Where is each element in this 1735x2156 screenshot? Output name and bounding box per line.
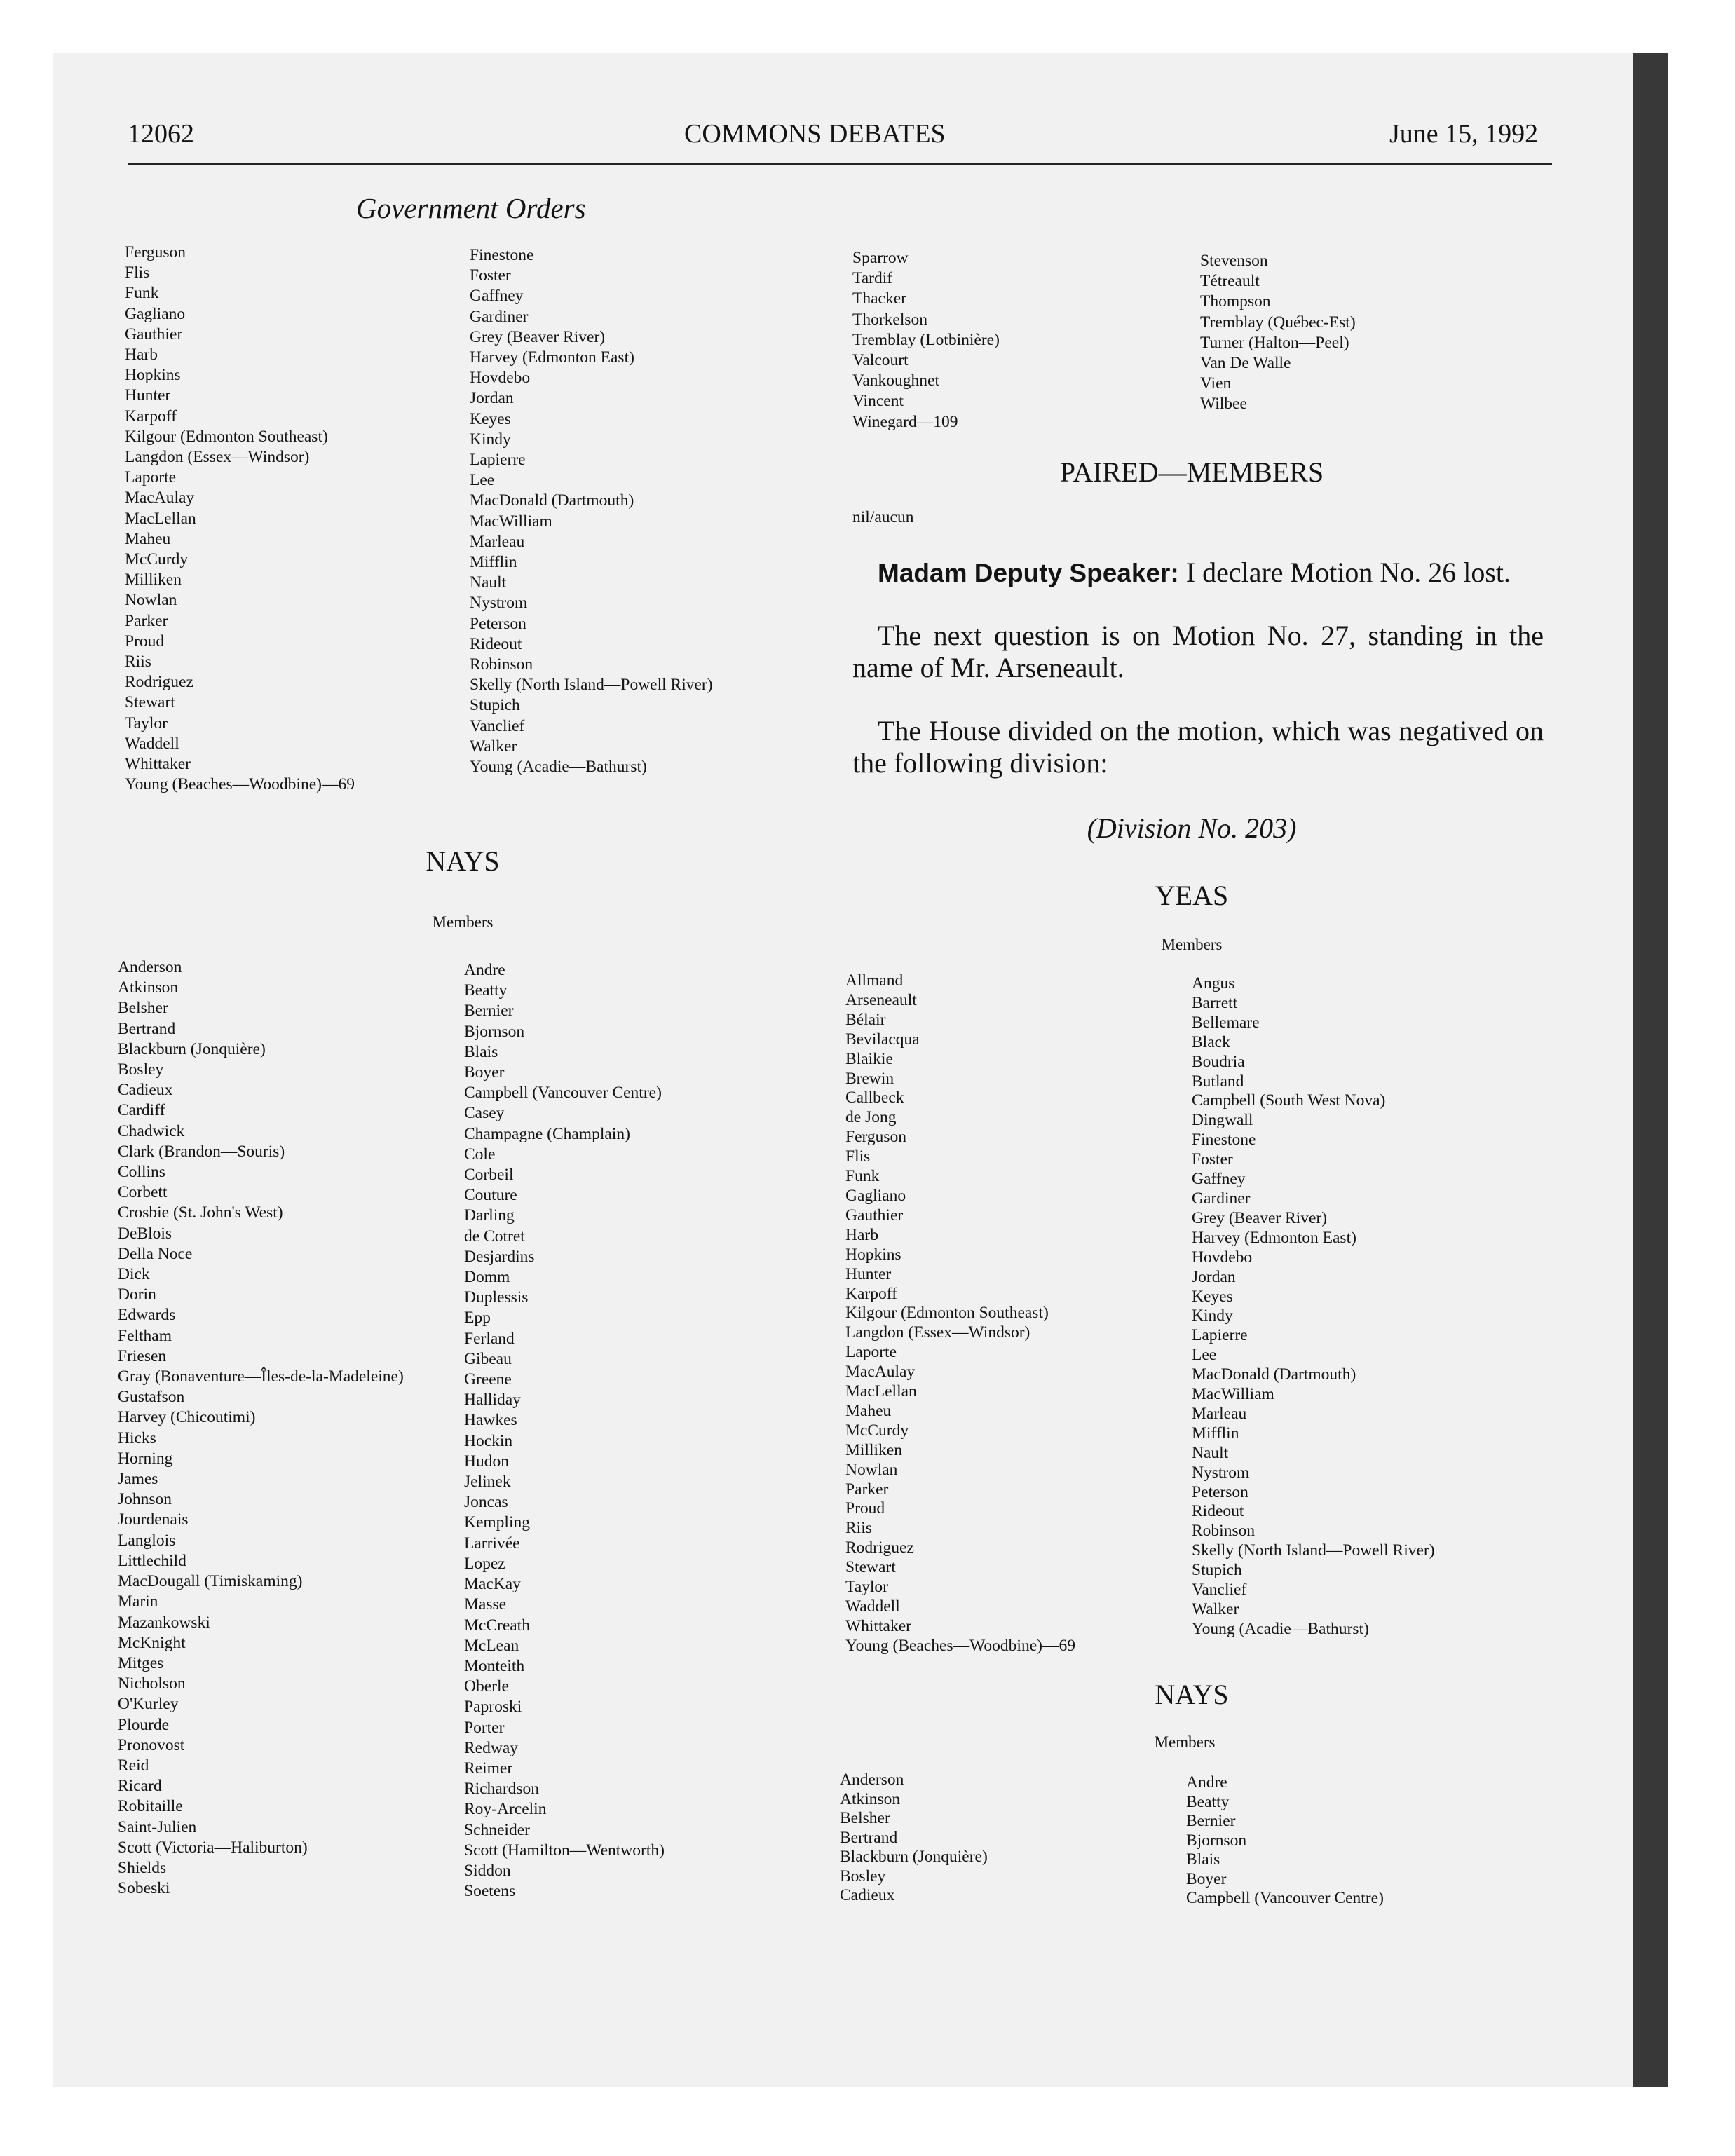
member-name: Harb — [845, 1225, 878, 1244]
member-name: Saint-Julien — [118, 1817, 197, 1836]
member-name: de Cotret — [464, 1227, 525, 1246]
member-name: Barrett — [1192, 993, 1238, 1012]
member-name: Bjornson — [1186, 1831, 1247, 1850]
member-name: Gaffney — [1192, 1170, 1246, 1189]
member-name: Tétreault — [1200, 272, 1260, 291]
member-name: Allmand — [845, 971, 904, 990]
member-name: Kindy — [470, 430, 511, 449]
member-name: Lapierre — [1192, 1326, 1248, 1345]
member-name: Scott (Hamilton—Wentworth) — [464, 1841, 665, 1860]
member-name: Rodriguez — [845, 1538, 914, 1557]
member-name: Scott (Victoria—Haliburton) — [118, 1838, 308, 1857]
member-name: Blackburn (Jonquière) — [118, 1039, 266, 1058]
member-name: Reimer — [464, 1759, 513, 1778]
member-name: Black — [1192, 1032, 1230, 1051]
member-name: Harvey (Edmonton East) — [1192, 1228, 1356, 1247]
member-name: Mitges — [118, 1653, 164, 1672]
member-name: Cardiff — [118, 1101, 165, 1120]
member-name: Richardson — [464, 1780, 540, 1799]
member-name: Rideout — [470, 634, 522, 653]
member-name: MacAulay — [125, 489, 195, 507]
member-name: Stupich — [470, 696, 520, 715]
member-name: Jordan — [1192, 1267, 1236, 1286]
member-name: Friesen — [118, 1346, 167, 1365]
member-name: Nystrom — [1192, 1463, 1250, 1482]
member-name: Duplessis — [464, 1288, 529, 1307]
member-name: Finestone — [1192, 1131, 1256, 1149]
member-name: Campbell (Vancouver Centre) — [464, 1084, 662, 1103]
member-name: Halliday — [464, 1391, 521, 1410]
member-name: Van De Walle — [1200, 354, 1291, 373]
member-name: Campbell (South West Nova) — [1192, 1091, 1386, 1110]
member-name: Harvey (Chicoutimi) — [118, 1408, 256, 1427]
member-name: Young (Beaches—Woodbine)—69 — [125, 775, 355, 794]
member-name: Bertrand — [118, 1019, 176, 1038]
next-question-paragraph: The next question is on Motion No. 27, standing in the name of Mr. Arseneault. — [852, 620, 1544, 683]
member-name: Cadieux — [118, 1081, 173, 1100]
member-name: Rideout — [1192, 1502, 1244, 1521]
member-name: Bernier — [1186, 1812, 1236, 1830]
member-name: O'Kurley — [118, 1695, 179, 1714]
member-name: Lee — [470, 471, 495, 490]
member-name: Horning — [118, 1449, 173, 1468]
member-name: Della Noce — [118, 1244, 193, 1263]
member-name: McCurdy — [125, 550, 189, 569]
member-name: Langdon (Essex—Windsor) — [845, 1323, 1030, 1342]
right-top-col1 — [852, 248, 1000, 432]
member-name: Andre — [464, 961, 505, 979]
member-name: Sobeski — [118, 1879, 170, 1898]
member-name: Kindy — [1192, 1306, 1233, 1325]
member-name: Lapierre — [470, 451, 526, 470]
member-name: Mifflin — [1192, 1424, 1239, 1442]
member-name: Couture — [464, 1186, 517, 1205]
member-name: Arseneault — [845, 990, 917, 1009]
member-name: Gauthier — [845, 1206, 904, 1224]
member-name: Mazankowski — [118, 1613, 210, 1632]
member-name: Callbeck — [845, 1089, 904, 1107]
member-name: Jelinek — [464, 1473, 511, 1492]
member-name: Langdon (Essex—Windsor) — [125, 448, 310, 467]
member-name: Stevenson — [1200, 252, 1268, 270]
member-name: Larrivée — [464, 1534, 520, 1553]
member-name: Ferland — [464, 1329, 515, 1348]
member-name: Hockin — [464, 1431, 513, 1450]
member-name: Stewart — [845, 1558, 896, 1577]
member-name: Monteith — [464, 1656, 525, 1675]
member-name: Jourdenais — [118, 1510, 189, 1529]
member-name: Valcourt — [852, 351, 909, 370]
member-name: Maheu — [125, 529, 171, 548]
member-name: Gustafson — [118, 1388, 185, 1407]
second-nays-col1 — [840, 1770, 988, 1906]
member-name: Domm — [464, 1268, 510, 1287]
member-name: Hunter — [125, 386, 171, 405]
member-name: Thacker — [852, 289, 906, 308]
member-name: Beatty — [464, 981, 508, 1000]
member-name: Pronovost — [118, 1735, 185, 1754]
member-name: Corbett — [118, 1183, 168, 1202]
member-name: Rodriguez — [125, 673, 193, 692]
member-name: Edwards — [118, 1306, 176, 1325]
member-name: Masse — [464, 1595, 507, 1614]
member-name: Bosley — [118, 1060, 164, 1079]
member-name: Epp — [464, 1309, 491, 1328]
member-name: Collins — [118, 1163, 165, 1182]
member-name: Desjardins — [464, 1247, 535, 1266]
member-name: Tremblay (Québec-Est) — [1200, 313, 1356, 332]
member-name: MacLellan — [845, 1382, 917, 1401]
member-name: Grey (Beaver River) — [1192, 1208, 1328, 1227]
member-name: Blais — [1186, 1850, 1220, 1869]
member-name: Hovdebo — [470, 369, 531, 388]
member-name: Dick — [118, 1265, 150, 1284]
member-name: Hicks — [118, 1428, 156, 1447]
member-name: Walker — [470, 737, 517, 756]
member-name: McCreath — [464, 1616, 530, 1635]
speaker-paragraph — [852, 557, 1544, 589]
member-name: Thorkelson — [852, 310, 928, 329]
member-name: Gray (Bonaventure—Îles-de-la-Madeleine) — [118, 1367, 404, 1386]
member-name: Clark (Brandon—Souris) — [118, 1142, 285, 1161]
member-name: Paproski — [464, 1698, 522, 1717]
member-name: MacDonald (Dartmouth) — [1192, 1365, 1356, 1384]
member-name: MacKay — [464, 1575, 521, 1594]
member-name: Kempling — [464, 1513, 530, 1532]
member-name: Darling — [464, 1206, 515, 1225]
member-name: Corbeil — [464, 1166, 514, 1185]
member-name: Young (Beaches—Woodbine)—69 — [845, 1636, 1075, 1655]
member-name: Gardiner — [470, 307, 529, 326]
member-name: MacDougall (Timiskaming) — [118, 1572, 303, 1591]
member-name: McLean — [464, 1636, 519, 1655]
member-name: Marleau — [470, 532, 525, 551]
member-name: Keyes — [470, 409, 511, 428]
member-name: Hopkins — [125, 366, 181, 385]
member-name: Nault — [1192, 1443, 1229, 1462]
member-name: McKnight — [118, 1633, 186, 1652]
member-name: MacAulay — [845, 1363, 916, 1381]
member-name: Beatty — [1186, 1792, 1230, 1811]
member-name: Shields — [118, 1858, 167, 1877]
members-label: Members — [1154, 1733, 1216, 1751]
member-name: Bertrand — [840, 1828, 898, 1847]
member-name: Finestone — [470, 246, 534, 264]
members-label: Members — [1161, 936, 1223, 953]
member-name: Porter — [464, 1718, 505, 1737]
member-name: Robinson — [1192, 1522, 1256, 1541]
member-name: Littlechild — [118, 1551, 186, 1570]
nays-heading-2: NAYS — [1155, 1679, 1229, 1710]
member-name: de Jong — [845, 1108, 897, 1127]
division-number: (Division No. 203) — [1087, 812, 1297, 844]
member-name: Proud — [125, 632, 165, 650]
member-name: MacWilliam — [470, 512, 552, 531]
member-name: Skelly (North Island—Powell River) — [1192, 1541, 1435, 1560]
first-nays-col2 — [464, 960, 665, 1902]
member-name: Hawkes — [464, 1411, 517, 1430]
member-name: Vanclief — [1192, 1581, 1247, 1599]
member-name: Hopkins — [845, 1245, 901, 1264]
member-name: Laporte — [845, 1343, 897, 1362]
member-name: Atkinson — [118, 978, 179, 997]
member-name: Boudria — [1192, 1052, 1245, 1071]
member-name: Blackburn (Jonquière) — [840, 1848, 988, 1866]
second-nays-col2 — [1186, 1773, 1384, 1909]
second-yeas-col1 — [845, 971, 1075, 1656]
paired-text: nil/aucun — [852, 508, 914, 526]
member-name: Vien — [1200, 374, 1232, 393]
member-name: Turner (Halton—Peel) — [1200, 333, 1349, 352]
member-name: McCurdy — [845, 1421, 909, 1440]
member-name: Angus — [1192, 974, 1235, 992]
member-name: Gaffney — [470, 287, 524, 306]
member-name: Milliken — [125, 571, 182, 589]
member-name: Milliken — [845, 1440, 902, 1459]
member-name: Chadwick — [118, 1121, 185, 1140]
member-name: Robitaille — [118, 1797, 183, 1816]
member-name: Lee — [1192, 1346, 1217, 1365]
member-name: Skelly (North Island—Powell River) — [470, 676, 713, 695]
member-name: Nault — [470, 573, 507, 592]
member-name: Casey — [464, 1104, 505, 1123]
member-name: Robinson — [470, 655, 533, 674]
member-name: Gagliano — [125, 304, 186, 323]
member-name: Brewin — [845, 1069, 894, 1088]
member-name: Boyer — [464, 1063, 505, 1082]
member-name: Kilgour (Edmonton Southeast) — [125, 427, 328, 446]
member-name: Gauthier — [125, 325, 183, 343]
member-name: Laporte — [125, 468, 177, 487]
member-name: Nicholson — [118, 1674, 186, 1693]
first-yeas-col2 — [470, 245, 713, 777]
member-name: Nowlan — [125, 591, 177, 610]
member-name: Parker — [845, 1480, 889, 1499]
member-name: Whittaker — [125, 755, 191, 774]
member-name: Gibeau — [464, 1349, 512, 1368]
speaker-name: Madam Deputy Speaker: — [878, 559, 1179, 587]
member-name: Bevilacqua — [845, 1030, 920, 1049]
first-yeas-col1 — [125, 243, 355, 795]
member-name: Johnson — [118, 1490, 172, 1509]
member-name: Roy-Arcelin — [464, 1800, 547, 1819]
member-name: Harvey (Edmonton East) — [470, 348, 634, 367]
member-name: Proud — [845, 1499, 885, 1518]
member-name: Riis — [845, 1519, 872, 1538]
member-name: Waddell — [125, 734, 179, 753]
member-name: Reid — [118, 1756, 149, 1775]
member-name: Andre — [1186, 1773, 1227, 1792]
member-name: Marleau — [1192, 1404, 1247, 1423]
member-name: Vanclief — [470, 716, 525, 735]
second-yeas-col2 — [1192, 974, 1435, 1639]
right-top-col2 — [1200, 251, 1356, 415]
member-name: Greene — [464, 1370, 512, 1389]
member-name: Karpoff — [845, 1284, 897, 1303]
member-name: Anderson — [840, 1770, 904, 1789]
member-name: Dorin — [118, 1285, 156, 1304]
member-name: Blaikie — [845, 1049, 893, 1068]
member-name: Bellemare — [1192, 1013, 1260, 1032]
member-name: Belsher — [840, 1809, 890, 1827]
member-name: Cole — [464, 1145, 496, 1164]
member-name: Flis — [125, 264, 150, 282]
member-name: Joncas — [464, 1493, 508, 1512]
member-name: Jordan — [470, 389, 514, 408]
member-name: Lopez — [464, 1554, 505, 1573]
member-name: Gardiner — [1192, 1189, 1251, 1208]
member-name: MacLellan — [125, 509, 196, 528]
member-name: Sparrow — [852, 249, 909, 267]
member-name: Flis — [845, 1147, 871, 1166]
member-name: Funk — [125, 284, 159, 303]
member-name: Oberle — [464, 1677, 509, 1696]
member-name: Schneider — [464, 1820, 530, 1839]
member-name: DeBlois — [118, 1224, 172, 1243]
member-name: Campbell (Vancouver Centre) — [1186, 1889, 1384, 1907]
member-name: Plourde — [118, 1715, 170, 1734]
yeas-heading: YEAS — [1155, 880, 1229, 911]
speaker-statement: I declare Motion No. 26 lost. — [1178, 557, 1511, 588]
member-name: Redway — [464, 1738, 519, 1757]
division-paragraph: The House divided on the motion, which was negatived on the following division: — [852, 715, 1544, 779]
nays-heading: NAYS — [426, 845, 500, 877]
member-name: Dingwall — [1192, 1111, 1253, 1130]
member-name: Stewart — [125, 693, 175, 712]
member-name: James — [118, 1470, 158, 1489]
member-name: Maheu — [845, 1401, 892, 1420]
member-name: Waddell — [845, 1597, 900, 1616]
member-name: Vankoughnet — [852, 371, 940, 390]
member-name: Tremblay (Lotbinière) — [852, 330, 1000, 349]
member-name: Kilgour (Edmonton Southeast) — [845, 1304, 1049, 1323]
member-name: Taylor — [845, 1578, 888, 1597]
member-name: Siddon — [464, 1861, 511, 1880]
member-name: Young (Acadie—Bathurst) — [470, 758, 647, 777]
member-name: Butland — [1192, 1072, 1244, 1091]
member-name: Bjornson — [464, 1022, 525, 1041]
page-number: 12062 — [128, 119, 194, 149]
paired-heading: PAIRED—MEMBERS — [1059, 456, 1324, 488]
member-name: Nystrom — [470, 594, 528, 613]
member-name: Crosbie (St. John's West) — [118, 1203, 283, 1222]
member-name: Ricard — [118, 1777, 162, 1796]
member-name: Hudon — [464, 1452, 509, 1471]
member-name: Hunter — [845, 1264, 892, 1283]
member-name: Nowlan — [845, 1460, 898, 1479]
member-name: Soetens — [464, 1882, 516, 1901]
member-name: Tardif — [852, 269, 893, 288]
member-name: Walker — [1192, 1600, 1239, 1618]
first-nays-col1 — [118, 957, 404, 1899]
member-name: MacWilliam — [1192, 1385, 1274, 1404]
member-name: Young (Acadie—Bathurst) — [1192, 1619, 1369, 1638]
member-name: Riis — [125, 653, 151, 671]
publication-title: COMMONS DEBATES — [684, 119, 946, 149]
member-name: Hovdebo — [1192, 1248, 1253, 1267]
publication-date: June 15, 1992 — [1389, 119, 1539, 149]
member-name: Bosley — [840, 1867, 886, 1885]
member-name: Funk — [845, 1167, 880, 1186]
member-name: Ferguson — [125, 243, 186, 261]
member-name: Keyes — [1192, 1287, 1233, 1306]
member-name: Grey (Beaver River) — [470, 327, 606, 346]
member-name: Boyer — [1186, 1869, 1227, 1888]
member-name: Gagliano — [845, 1186, 906, 1205]
member-name: MacDonald (Dartmouth) — [470, 491, 634, 510]
member-name: Champagne (Champlain) — [464, 1124, 630, 1143]
member-name: Atkinson — [840, 1789, 901, 1808]
member-name: Feltham — [118, 1326, 172, 1345]
member-name: Thompson — [1200, 292, 1271, 311]
member-name: Blais — [464, 1042, 498, 1061]
member-name: Bélair — [845, 1010, 886, 1029]
member-name: Ferguson — [845, 1128, 907, 1147]
member-name: Parker — [125, 611, 168, 630]
member-name: Stupich — [1192, 1561, 1242, 1580]
member-name: Wilbee — [1200, 395, 1247, 414]
member-name: Winegard—109 — [852, 412, 958, 431]
scan-edge-shadow — [1633, 53, 1668, 2087]
member-name: Vincent — [852, 392, 904, 411]
member-name: Langlois — [118, 1531, 176, 1550]
member-name: Anderson — [118, 958, 182, 976]
member-name: Karpoff — [125, 407, 177, 425]
member-name: Peterson — [470, 614, 526, 633]
member-name: Taylor — [125, 714, 168, 732]
member-name: Cadieux — [840, 1886, 895, 1904]
header-rule — [128, 163, 1552, 165]
section-heading: Government Orders — [356, 192, 586, 224]
member-name: Mifflin — [470, 553, 517, 572]
member-name: Belsher — [118, 999, 168, 1018]
member-name: Bernier — [464, 1002, 514, 1021]
members-label: Members — [432, 913, 494, 931]
member-name: Harb — [125, 346, 158, 364]
member-name: Marin — [118, 1592, 158, 1611]
member-name: Foster — [1192, 1150, 1233, 1169]
member-name: Peterson — [1192, 1482, 1248, 1501]
member-name: Foster — [470, 266, 511, 285]
member-name: Whittaker — [845, 1616, 911, 1635]
